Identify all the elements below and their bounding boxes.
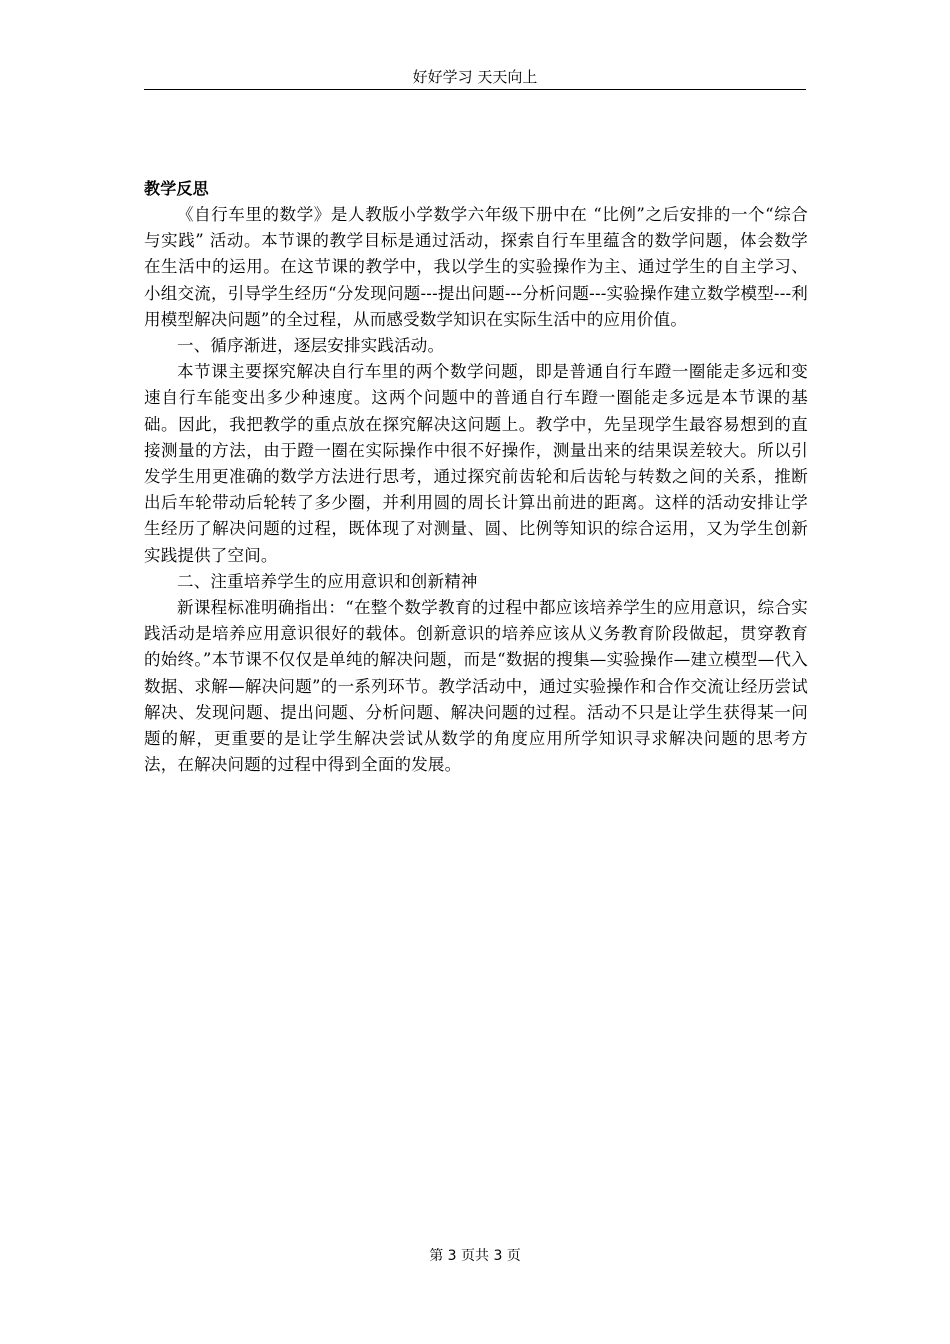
page-number-footer: 第 3 页共 3 页 [429,1248,521,1264]
heading-point-two: 二、注重培养学生的应用意识和创新精神 [177,571,478,591]
heading-point-one: 一、循序渐进，逐层安排实践活动。 [177,336,445,356]
page-header: 好好学习 天天向上 [412,68,538,86]
header-rule [144,89,806,90]
paragraph-point-two: 新课程标准明确指出：“在整个数学教育的过程中都应该培养学生的应用意识，综合实践活动是培养应用意识很好的载体。创新意识的培养应该从义务教育阶段做起，贯穿教育的始终。”本节课不仅仅是单纯的解决问题，而是“数据的搜集—实验操作—建立模型—代入数据、求解—解决问题”的一系列环节。教学活动中，通过实验操作和合作交流让经历尝试解决、发现问题、提出问题、分析问题、解决问题的过程。活动不只是让学生获得某一问题的解，更重要的是让学生解决尝试从数学的角度应用所学知识寻求解决问题的思考方法，在解决问题的过程中得到全面的发展。 [144,598,808,775]
paragraph-intro: 《自行车里的数学》是人教版小学数学六年级下册中在 “比例”之后安排的一个“综合与实践” 活动。本节课的教学目标是通过活动，探索自行车里蕴含的数学问题，体会数学在生活中的运用。在这节课的教学中，我以学生的实验操作为主、通过学生的自主学习、小组交流，引导学生经历“分发现问题---提出问题---分析问题---实验操作建立数学模型---利用模型解决问题”的全过程，从而感受数学知识在实际生活中的应用价值。 [144,205,808,329]
document-body [144,176,808,778]
section-title: 教学反思 [144,179,209,198]
paragraph-point-one: 本节课主要探究解决自行车里的两个数学问题，即是普通自行车蹬一圈能走多远和变速自行车能变出多少种速度。这两个问题中的普通自行车蹬一圈能走多远是本节课的基础。因此，我把教学的重点放在探究解决这问题上。教学中，先呈现学生最容易想到的直接测量的方法，由于蹬一圈在实际操作中很不好操作，测量出来的结果误差较大。所以引发学生用更准确的数学方法进行思考，通过探究前齿轮和后齿轮与转数之间的关系，推断出后车轮带动后轮转了多少圈，并利用圆的周长计算出前进的距离。这样的活动安排让学生经历了解决问题的过程，既体现了对测量、圆、比例等知识的综合运用，又为学生创新实践提供了空间。 [144,362,808,565]
